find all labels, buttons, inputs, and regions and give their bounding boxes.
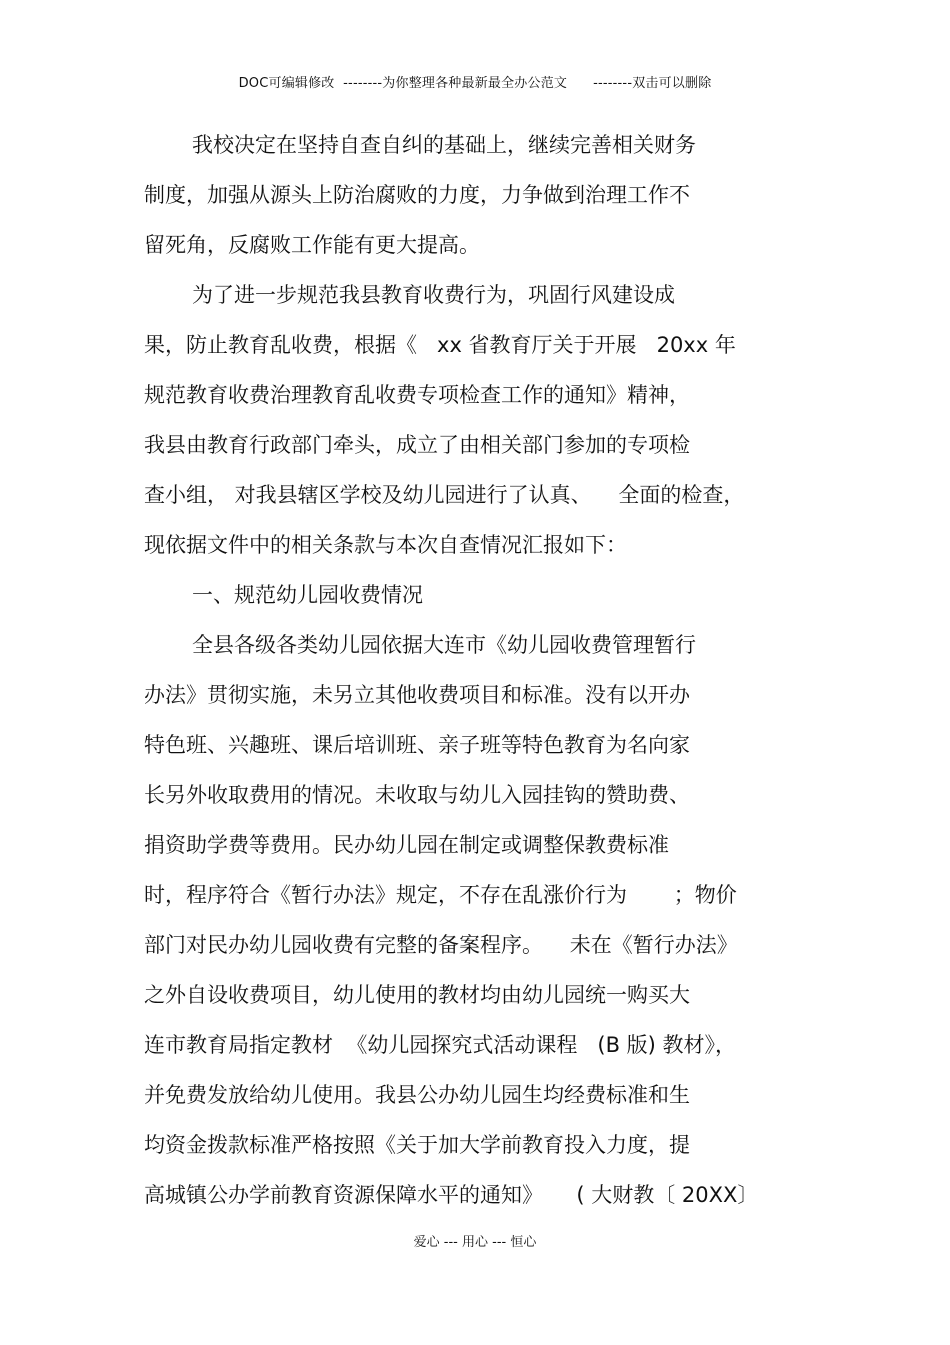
body-line: 办法》贯彻实施，未另立其他收费项目和标准。没有以开办 xyxy=(144,683,690,707)
document-body xyxy=(144,120,809,1220)
page-footer: 爱心 --- 用心 --- 恒心 xyxy=(413,1235,537,1250)
body-line: 我县由教育行政部门牵头，成立了由相关部门参加的专项检 xyxy=(144,433,690,457)
body-line: 之外自设收费项目，幼儿使用的教材均由幼儿园统一购买大 xyxy=(144,983,690,1007)
body-line: 现依据文件中的相关条款与本次自查情况汇报如下： xyxy=(144,533,627,557)
body-line: 高城镇公办学前教育资源保障水平的通知》 ( 大财教〔 20XX〕 xyxy=(144,1183,759,1207)
body-line: 果，防止教育乱收费，根据《 xx 省教育厅关于开展 20xx 年 xyxy=(144,333,736,357)
body-line: 一、规范幼儿园收费情况 xyxy=(192,583,423,607)
body-line: 留死角，反腐败工作能有更大提高。 xyxy=(144,233,480,257)
body-line: 制度，加强从源头上防治腐败的力度，力争做到治理工作不 xyxy=(144,183,690,207)
body-line: 我校决定在坚持自查自纠的基础上，继续完善相关财务 xyxy=(192,133,696,157)
body-line: 捐资助学费等费用。民办幼儿园在制定或调整保教费标准 xyxy=(144,833,669,857)
body-line: 长另外收取费用的情况。未收取与幼儿入园挂钩的赞助费、 xyxy=(144,783,690,807)
body-line: 均资金拨款标准严格按照《关于加大学前教育投入力度，提 xyxy=(144,1133,690,1157)
body-line: 全县各级各类幼儿园依据大连市《幼儿园收费管理暂行 xyxy=(192,633,696,657)
body-line: 特色班、兴趣班、课后培训班、亲子班等特色教育为名向家 xyxy=(144,733,690,757)
body-line: 查小组， 对我县辖区学校及幼儿园进行了认真、 全面的检查， xyxy=(144,483,745,507)
body-line: 并免费发放给幼儿使用。我县公办幼儿园生均经费标准和生 xyxy=(144,1083,690,1107)
body-line: 连市教育局指定教材 《幼儿园探究式活动课程 (B 版) 教材》， xyxy=(144,1033,737,1057)
body-line: 时，程序符合《暂行办法》规定，不存在乱涨价行为 ；物价 xyxy=(144,883,737,907)
body-line: 部门对民办幼儿园收费有完整的备案程序。 未在《暂行办法》 xyxy=(144,933,738,957)
page-header: DOC可编辑修改 --------为你整理各种最新最全办公范文 --------双击可以删除 xyxy=(238,76,712,91)
body-line: 规范教育收费治理教育乱收费专项检查工作的通知》精神， xyxy=(144,383,690,407)
body-line: 为了进一步规范我县教育收费行为，巩固行风建设成 xyxy=(192,283,675,307)
